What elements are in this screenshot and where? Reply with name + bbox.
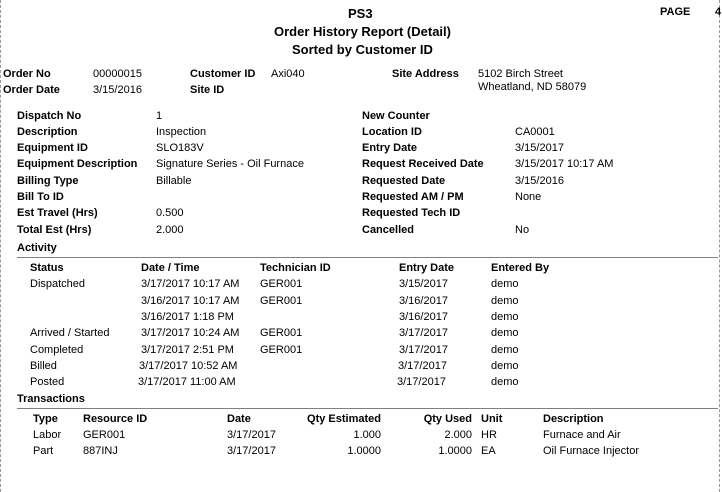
activity-entered-by: demo [491,295,519,307]
requested-tech-id-label: Requested Tech ID [362,207,461,219]
activity-entered-by: demo [491,376,519,388]
txn-qty-estimated: 1.000 [353,429,381,441]
requested-am-pm-label: Requested AM / PM [362,191,464,203]
activity-technician: GER001 [260,327,303,339]
entry-date-label: Entry Date [362,142,418,154]
activity-status: Posted [30,376,65,388]
txn-col-qty-used: Qty Used [423,413,472,425]
customer-id-label: Customer ID [190,68,256,80]
activity-technician: GER001 [260,295,303,307]
txn-col-date: Date [227,413,251,425]
activity-datetime: 3/17/2017 10:52 AM [139,360,238,372]
txn-unit: EA [481,445,496,457]
report-title: Order History Report (Detail) [274,24,451,39]
equipment-id-label: Equipment ID [17,142,88,154]
transactions-section-title: Transactions [17,393,85,405]
order-date-value: 3/15/2016 [93,84,142,96]
activity-entered-by: demo [491,311,519,323]
description-label: Description [17,126,78,138]
cancelled-label: Cancelled [362,224,414,236]
equipment-id-value: SLO183V [156,142,204,154]
activity-technician: GER001 [260,278,303,290]
activity-status: Completed [30,344,84,356]
activity-datetime: 3/16/2017 1:18 PM [141,311,234,323]
site-id-label: Site ID [190,84,225,96]
activity-entered-by: demo [491,344,519,356]
activity-entry-date: 3/17/2017 [399,344,448,356]
txn-col-type: Type [33,413,58,425]
activity-datetime: 3/17/2017 10:17 AM [141,278,240,290]
est-travel-label: Est Travel (Hrs) [17,207,98,219]
txn-resource-id: GER001 [83,429,126,441]
activity-col-datetime: Date / Time [141,262,200,274]
dispatch-no-value: 1 [156,110,163,122]
total-est-label: Total Est (Hrs) [17,224,92,236]
txn-resource-id: 887INJ [83,445,118,457]
txn-col-unit: Unit [481,413,503,425]
txn-col-qty-estimated: Qty Estimated [307,413,381,425]
txn-date: 3/17/2017 [227,429,276,441]
activity-entered-by: demo [491,327,519,339]
activity-status: Arrived / Started [30,327,110,339]
requested-date-label: Requested Date [362,175,446,187]
order-no-label: Order No [3,68,51,80]
activity-datetime: 3/16/2017 10:17 AM [141,295,240,307]
page-number: 4 [715,6,722,18]
location-id-label: Location ID [362,126,422,138]
activity-datetime: 3/17/2017 11:00 AM [138,376,236,388]
bill-to-id-label: Bill To ID [17,191,64,203]
txn-description: Furnace and Air [543,429,621,441]
est-travel-value: 0.500 [156,207,184,219]
site-address-line2: Wheatland, ND 58079 [478,81,587,93]
txn-col-resource-id: Resource ID [83,413,148,425]
txn-type: Part [33,445,54,457]
requested-am-pm-value: None [515,191,542,203]
activity-section-title: Activity [17,242,57,254]
activity-entry-date: 3/17/2017 [398,360,447,372]
activity-col-entry-date: Entry Date [399,262,455,274]
entry-date-value: 3/15/2017 [515,142,564,154]
new-counter-label: New Counter [362,110,430,122]
activity-entry-date: 3/17/2017 [399,327,448,339]
activity-entry-date: 3/17/2017 [397,376,446,388]
activity-entry-date: 3/15/2017 [399,278,448,290]
equipment-description-label: Equipment Description [17,158,138,170]
txn-qty-used: 1.0000 [438,445,472,457]
total-est-value: 2.000 [156,224,184,236]
request-received-date-value: 3/15/2017 10:17 AM [515,158,614,170]
activity-datetime: 3/17/2017 10:24 AM [141,327,240,339]
site-address-line1: 5102 Birch Street [478,68,563,80]
site-address-label: Site Address [392,68,459,80]
dispatch-no-label: Dispatch No [17,110,82,122]
billing-type-label: Billing Type [17,175,79,187]
txn-qty-estimated: 1.0000 [347,445,381,457]
activity-divider [17,257,718,258]
activity-status: Billed [30,360,57,372]
txn-unit: HR [481,429,497,441]
activity-entered-by: demo [491,360,519,372]
cancelled-value: No [515,224,530,236]
activity-technician: GER001 [260,344,303,356]
billing-type-value: Billable [156,175,192,187]
requested-date-value: 3/15/2016 [515,175,564,187]
txn-qty-used: 2.000 [444,429,472,441]
activity-entry-date: 3/16/2017 [399,295,448,307]
txn-date: 3/17/2017 [227,445,276,457]
txn-col-description: Description [543,413,604,425]
activity-col-entered-by: Entered By [491,262,550,274]
report-subtitle: Sorted by Customer ID [292,42,433,57]
activity-col-technician: Technician ID [260,262,331,274]
transactions-divider [17,408,718,409]
activity-col-status: Status [30,262,64,274]
description-value: Inspection [156,126,207,138]
page-right-edge [719,0,720,492]
request-received-date-label: Request Received Date [362,158,484,170]
location-id-value: CA0001 [515,126,555,138]
activity-status: Dispatched [30,278,86,290]
activity-entry-date: 3/16/2017 [399,311,448,323]
order-no-value: 00000015 [93,68,142,80]
page-label: PAGE [660,6,691,18]
company-name: PS3 [348,6,373,21]
txn-type: Labor [33,429,62,441]
txn-description: Oil Furnace Injector [543,445,639,457]
customer-id-value: Axi040 [271,68,305,80]
activity-entered-by: demo [491,278,519,290]
activity-datetime: 3/17/2017 2:51 PM [141,344,234,356]
order-date-label: Order Date [3,84,60,96]
page-left-edge [0,0,1,492]
equipment-description-value: Signature Series - Oil Furnace [156,158,304,170]
